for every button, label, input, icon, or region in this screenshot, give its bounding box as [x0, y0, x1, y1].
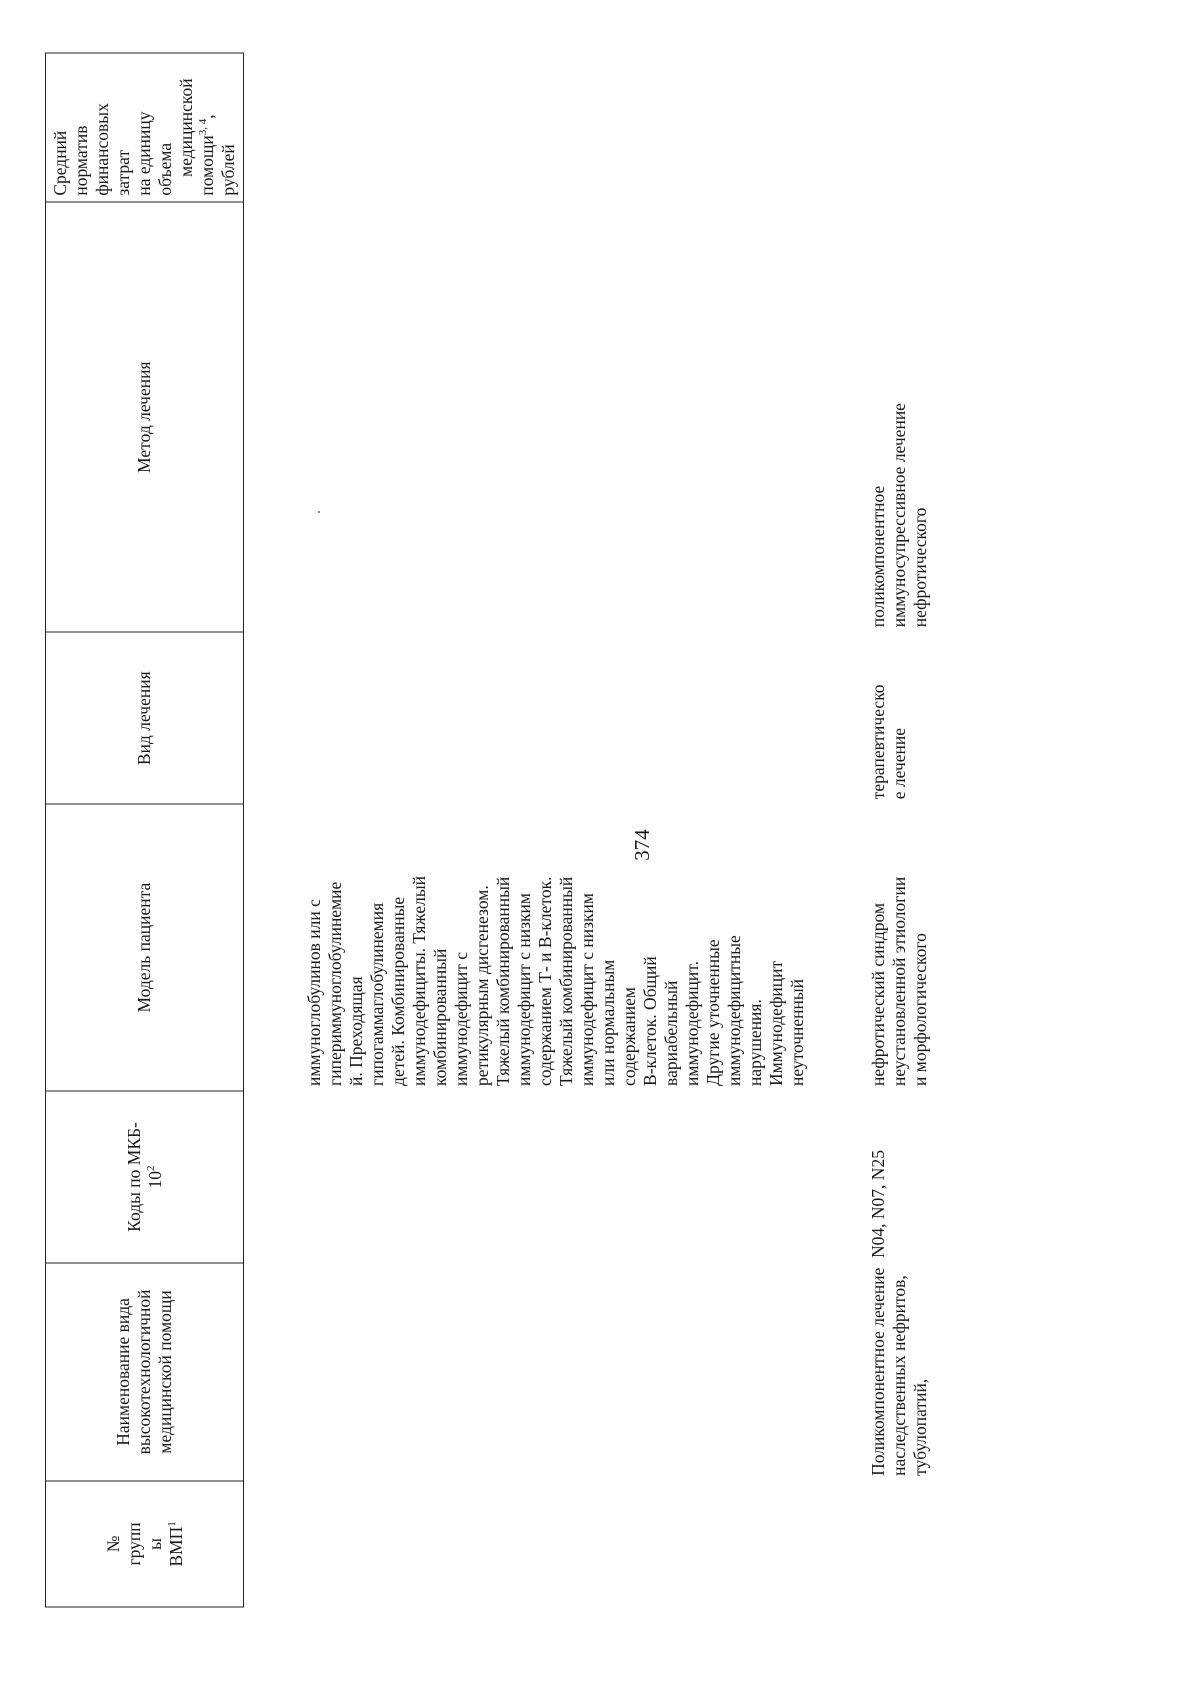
model-line: иммунодефицит с низким [577, 893, 597, 1086]
header-group-line: № [102, 1535, 123, 1553]
header-cost-line: Средний норматив [50, 125, 91, 196]
table-row [808, 53, 931, 1607]
medical-care-table [45, 53, 1155, 1608]
model-line: и морфологического [910, 933, 930, 1086]
model-line: В-клеток. Общий [640, 956, 660, 1086]
model-line: гипогаммаглобулинемия [367, 902, 387, 1086]
header-codes-line: 10 [144, 1170, 165, 1189]
cell-codes [244, 1091, 809, 1263]
model-line: Другие уточненные [703, 939, 723, 1086]
header-treatment-method: Метод лечения [46, 202, 244, 632]
cell-codes: N04, N07, N25 [868, 1150, 888, 1258]
model-line: Тяжелый комбинированный [493, 876, 513, 1086]
cell-kind [244, 632, 809, 804]
method-line: нефротического [910, 507, 930, 628]
cell-method [808, 202, 931, 632]
name-line: Поликомпонентное лечение [868, 1267, 888, 1476]
cell-cost [244, 53, 809, 202]
header-cost-line: медицинской [176, 78, 196, 177]
model-line: детей. Комбинированные [388, 896, 408, 1086]
header-group-number [46, 1481, 244, 1607]
model-line: неустановленной этиологии [889, 876, 909, 1086]
model-line: неуточненный [787, 979, 807, 1086]
cell-model [244, 804, 809, 1091]
table-row [244, 53, 809, 1607]
cell-name [244, 1263, 809, 1481]
header-group-line: групп [123, 1522, 144, 1566]
kind-line: е лечение [889, 727, 909, 800]
footnote-marker: 2 [144, 1165, 157, 1171]
model-line: иммунодефициты. Тяжелый [409, 876, 429, 1086]
model-line: Иммунодефицит [766, 960, 786, 1086]
header-name-line: Наименование вида [113, 1298, 133, 1446]
header-care-name [46, 1263, 244, 1481]
header-cost-line: помощи [197, 135, 217, 196]
model-line: иммунодефицит с низким [514, 893, 534, 1086]
header-cost-line: на единицу объема [134, 111, 175, 196]
cell-method [244, 202, 809, 632]
model-line: вариабельный [661, 980, 681, 1086]
cell-kind [808, 632, 931, 804]
table [45, 53, 931, 1608]
cell-model [808, 804, 931, 1091]
cell-group [244, 1481, 809, 1607]
footnote-marker: 1 [165, 1521, 178, 1527]
model-line: иммунодефицит. [682, 961, 702, 1086]
table-header-row [46, 53, 244, 1607]
model-line: Тяжелый комбинированный [556, 876, 576, 1086]
model-line: гипериммуноглобулинемие [325, 881, 345, 1086]
model-line: содержанием Т- и В-клеток. [535, 876, 555, 1086]
header-codes-line: Коды по МКБ- [123, 1122, 144, 1232]
model-line: й. Преходящая [346, 976, 366, 1086]
header-treatment-kind: Вид лечения [46, 632, 244, 804]
header-patient-model: Модель пациента [46, 804, 244, 1091]
footnote-marker: 3, 4 [197, 118, 210, 136]
name-line: тубулопатий, [910, 1378, 930, 1476]
model-line: комбинированный [430, 948, 450, 1086]
model-line: или нормальным [598, 959, 618, 1086]
name-line: наследственных нефритов, [889, 1275, 909, 1476]
header-group-line: ВМП [165, 1526, 186, 1567]
model-line: иммунодефицит с [451, 951, 471, 1086]
header-name-line: высокотехнологичной [134, 1289, 154, 1455]
model-line: иммуноглобулинов или с [304, 899, 324, 1086]
model-line: нарушения. [745, 999, 765, 1086]
cell-name [808, 1263, 931, 1481]
kind-line: терапевтическо [868, 684, 888, 800]
header-group-line: ы [144, 1538, 165, 1550]
method-line: иммуносупрессивное лечение [889, 403, 909, 628]
page-number: 374 [630, 829, 654, 861]
cell-group [808, 1481, 931, 1607]
cell-cost [808, 53, 931, 202]
header-cost-line: финансовых затрат [92, 103, 133, 196]
model-line: ретикулярным дисгенезом. [472, 885, 492, 1086]
model-line: содержанием [619, 987, 639, 1086]
header-average-cost [46, 53, 244, 202]
header-icd-codes [46, 1091, 244, 1263]
model-line: нефротический синдром [868, 902, 888, 1086]
header-name-line: медицинской помощи [155, 1290, 175, 1454]
method-line: поликомпонентное [868, 485, 888, 628]
header-cost-line: , рублей [197, 114, 238, 196]
model-line: иммунодефицитные [724, 935, 744, 1086]
